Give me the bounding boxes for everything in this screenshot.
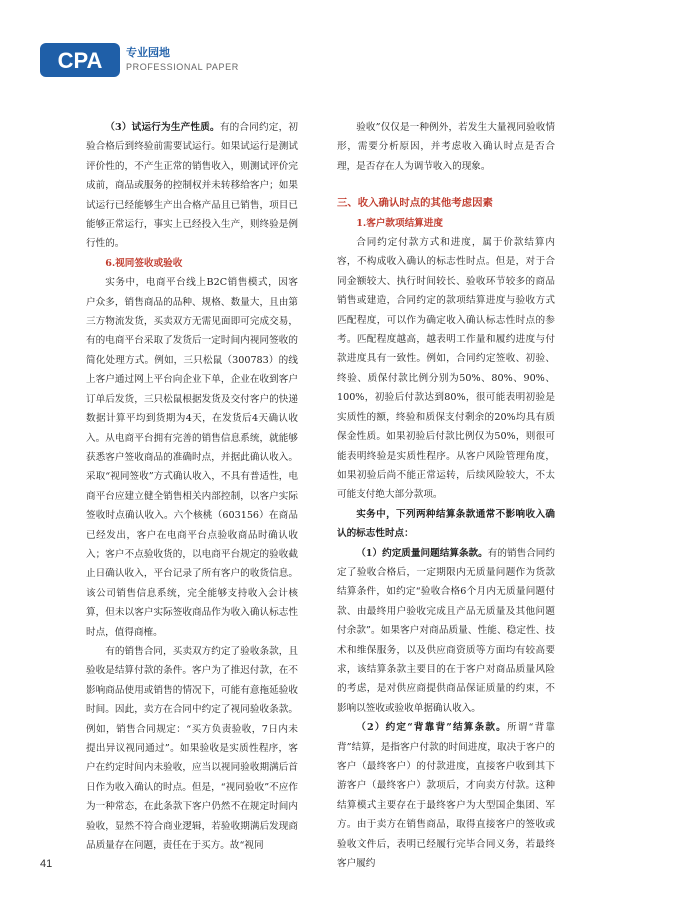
paragraph-lead: （3）试运行为生产性质。 bbox=[105, 122, 220, 133]
page-number: 41 bbox=[40, 858, 53, 870]
subheading-settlement-progress: 1.客户款项结算进度 bbox=[356, 217, 443, 229]
paragraph-trial-run bbox=[86, 118, 298, 254]
header-title-en: PROFESSIONAL PAPER bbox=[126, 62, 239, 72]
svg-text:CPA: CPA bbox=[57, 48, 103, 73]
left-column bbox=[86, 118, 298, 855]
header-title-cn: 专业园地 bbox=[126, 46, 170, 59]
cpa-logo-icon bbox=[40, 43, 120, 77]
paragraph-lead: （1）约定质量问题结算条款。 bbox=[356, 547, 488, 559]
paragraph-continuation: 验收”仅仅是一种例外，若发生大量视同验收情形，需要分析原因，并考虑收入确认时点是否合理，是否存在人为调节收入的现象。 bbox=[337, 122, 555, 172]
paragraph-body: 有的销售合同约定了验收合格后，一定期限内无质量问题作为货款结算条件，如约定“验收合格6个月内无质量问题付款、由最终用户验收完成且产品无质量及其他问题付余款”。如果客户对商品质量、性能、稳定性、技术和维保服务，以及供应商资质等方面均有较高要求，该结算条款主要目的在于客户对商品质量风险的考虑，是对供应商提供商品保证质量的约束，不影响以签收或验收单据确认收入。 bbox=[337, 547, 555, 714]
page-header bbox=[40, 42, 239, 78]
right-column bbox=[337, 118, 555, 873]
paragraph-lead: （2）约定“背靠背”结算条款。 bbox=[356, 722, 507, 734]
paragraph-body: 有的合同约定，初验合格后到终验前需要试运行。如果试运行是测试评价性的，不产生正常的销售收入，则测试评价完成前，商品或服务的控制权并未转移给客户；如果试运行已经能够生产出合格产品且已销售，项目已能够正常运行，事实上已经投入生产，则终验是例行性的。 bbox=[86, 122, 298, 250]
paragraph-acceptance-clause: 有的销售合同，买卖双方约定了验收条款，且验收是结算付款的条件。客户为了推迟付款，在不影响商品使用或销售的情况下，可能有意拖延验收时间。因此，卖方在合同中约定了视同验收条款。例如，销售合同规定：“买方负责验收，7日内未提出异议视同通过”。如果验收是实质性程序，客户在约定时间内未验收，应当以视同验收期满后首日作为收入确认的时点。但是，“视同验收”不应作为一种常态，在此条款下客户仍然不在规定时间内验收，显然不符合商业逻辑，若验收期满后发现商品质量存在问题，责任在于买方。故“视同 bbox=[86, 645, 298, 852]
paragraph-two-clauses: 实务中，下列两种结算条款通常不影响收入确认的标志性时点： bbox=[337, 508, 555, 540]
paragraph-body: 所谓“背靠背”结算，是指客户付款的时间进度，取决于客户的客户（最终客户）的付款进度，直接客户收到其下游客户（最终客户）款项后，才向卖方付款。这种结算模式主要存在于最终客户为大型国企集团、军方。由于卖方在销售商品，取得直接客户的签收或验收文件后，表明已经履行完毕合同义务，若最终客户履约 bbox=[337, 722, 555, 870]
subheading-deemed-acceptance: 6.视同签收或验收 bbox=[105, 257, 183, 269]
paragraph-settlement: 合同约定付款方式和进度，属于价款结算内容，不构成收入确认的标志性时点。但是，对于合同金额较大、执行时间较长、验收环节较多的商品销售或建造，合同约定的款项结算进度与验收方式匹配程度，可以作为确定收入确认标志性时点的参考。匹配程度越高，越表明工作量和履约进度与付款进度具有一致性。例如，合同约定签收、初验、终验、质保付款比例分别为50%、80%、90%、100%，初验后付款达到80%，很可能表明初验是实质性的额，终验和质保支付剩余的20%均具有质保金性质。如果初验后付款比例仅为50%，则很可能表明终验是实质性程序。从客户风险管理角度，如果初验后尚不能正常运转，后续风险较大，不太可能支付绝大部分款项。 bbox=[337, 237, 555, 501]
paragraph-quality-clause bbox=[337, 544, 555, 719]
section-heading: 三、收入确认时点的其他考虑因素 bbox=[337, 197, 493, 210]
paragraph-back-to-back bbox=[337, 718, 555, 873]
paragraph-ecommerce: 实务中，电商平台线上B2C销售模式，因客户众多，销售商品的品种、规格、数量大，且由第三方物流发货，买卖双方无需见面即可完成交易，有的电商平台采取了发货后一定时间内视同签收的简化处理方式。例如，三只松鼠（300783）的线上客户通过网上平台向企业下单，企业在收到客户订单后发货，三只松鼠根据发货及交付客户的快递数据计算平均到货期为4天，在发货后4天确认收入。从电商平台拥有完善的销售信息系统，就能够获悉客户签收商品的准确时点，并据此确认收入。采取“视同签收”方式确认收入，不具有普适性，电商平台应建立健全销售相关内部控制，以客户实际签收时点确认收入。六个核桃（603156）在商品已经发出，客户在电商平台点验收商品时确认收入；客户不点验收货的，以电商平台规定的验收截止日确认收入，平台记录了所有客户的收货信息。该公司销售信息系统，完全能够支持收入会计核算，但未以客户实际签收商品作为收入确认标志性时点，值得商榷。 bbox=[86, 277, 298, 638]
